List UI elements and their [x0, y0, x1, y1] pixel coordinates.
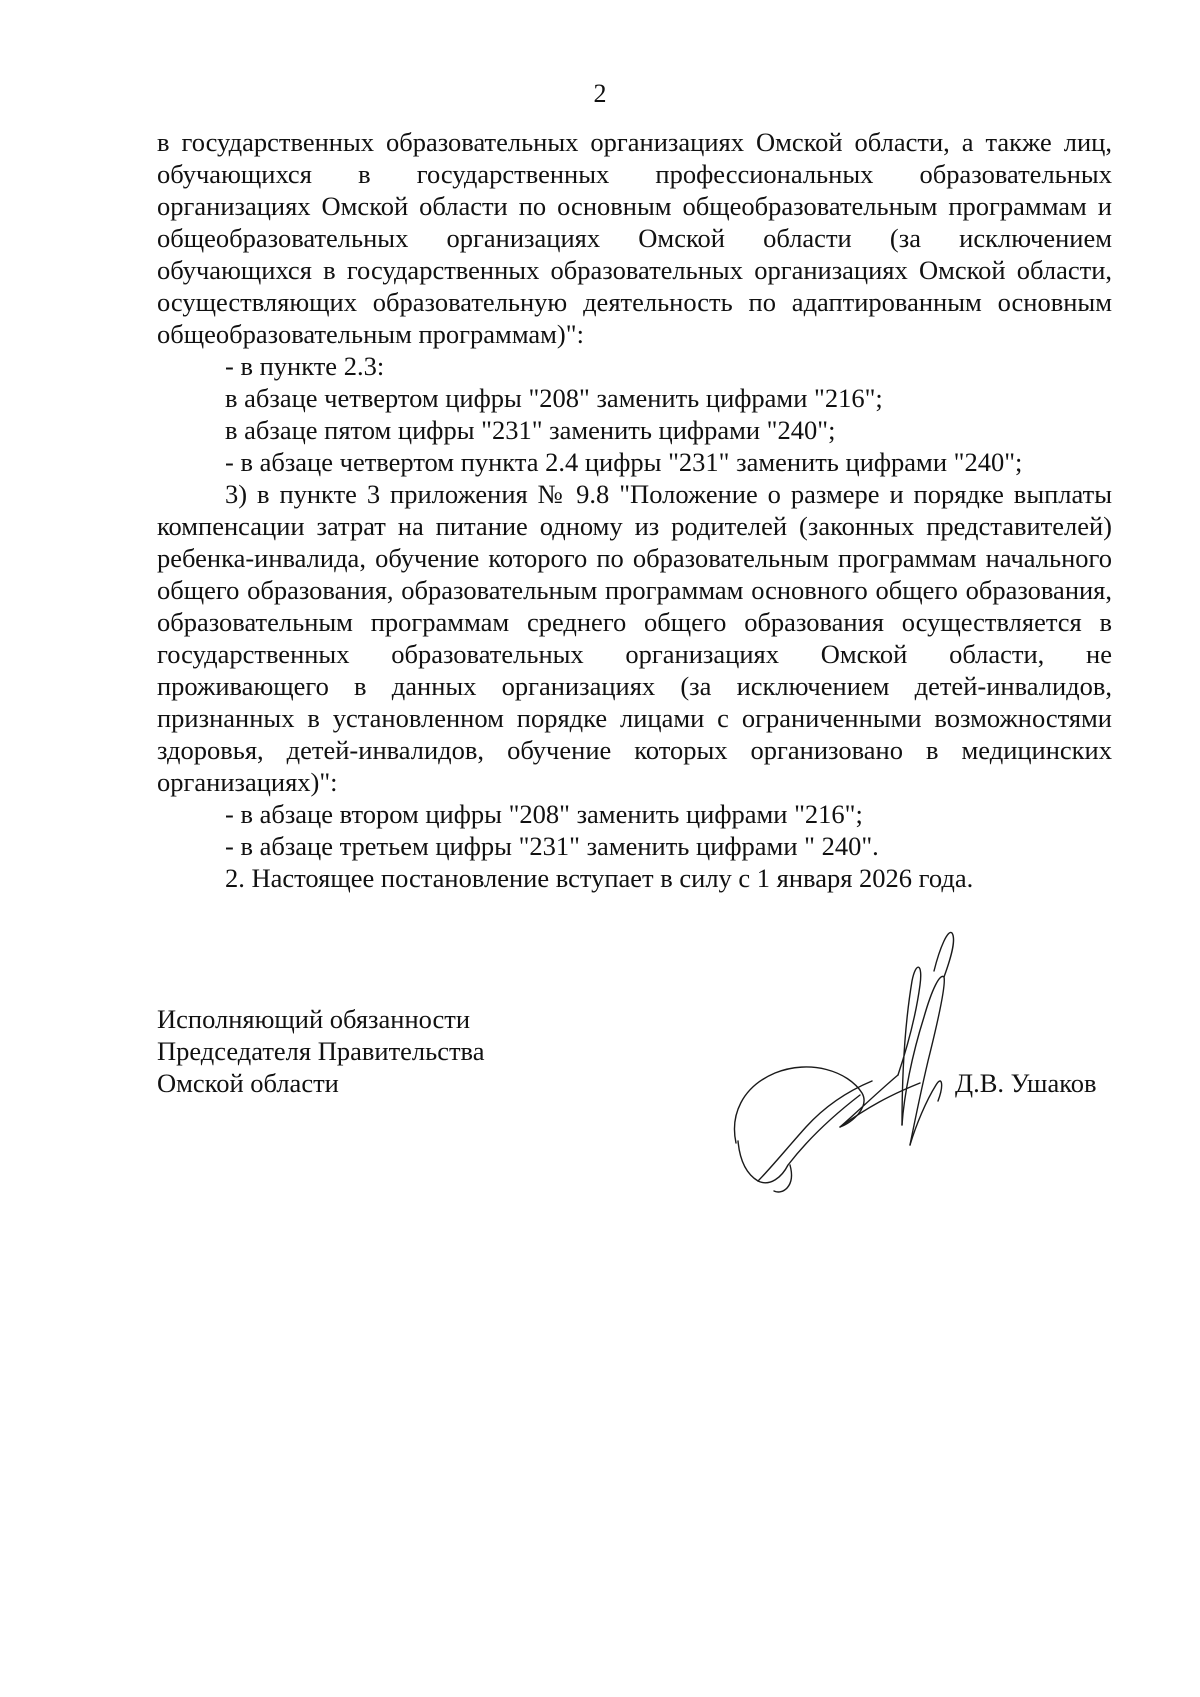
signatory-title — [157, 1003, 485, 1099]
paragraph-item-2-4: - в абзаце четвертом пункта 2.4 цифры "231" заменить цифрами "240"; — [225, 447, 1023, 477]
signatory-line: Омской области — [157, 1068, 339, 1098]
paragraph-abzac-2: - в абзаце втором цифры "208" заменить цифрами "216"; — [225, 799, 863, 829]
document-body — [157, 126, 1112, 894]
paragraph-abzac-3: - в абзаце третьем цифры "231" заменить цифрами " 240". — [225, 831, 879, 861]
signatory-line: Исполняющий обязанности — [157, 1004, 471, 1034]
signatory-line: Председателя Правительства — [157, 1036, 485, 1066]
paragraph-effective-date: 2. Настоящее постановление вступает в силу с 1 января 2026 года. — [225, 863, 974, 893]
paragraph-appendix-9-8: 3) в пункте 3 приложения № 9.8 "Положение о размере и порядке выплаты компенсации затрат на питание одному из родителей (законных представителей) ребенка-инвалида, обучение которого по образовательным программам начального общего образования, образовательным программам основного общего образования, образовательным программам среднего общего образования осуществляется в государственных образовательных организациях Омской области, не проживающего в данных организациях (за исключением детей-инвалидов, признанных в установленном порядке лицами с ограниченными возможностями здоровья, детей-инвалидов, обучение которых организовано в медицинских организациях)": — [157, 479, 1112, 797]
paragraph-abzac-4: в абзаце четвертом цифры "208" заменить цифрами "216"; — [225, 383, 883, 413]
paragraph-item-2-3: - в пункте 2.3: — [225, 351, 385, 381]
signer-name: Д.В. Ушаков — [955, 1068, 1097, 1098]
paragraph-abzac-5: в абзаце пятом цифры "231" заменить цифрами "240"; — [225, 415, 836, 445]
paragraph-continuation: в государственных образовательных организациях Омской области, а также лиц, обучающихся в государственных профессиональных образовательных организациях Омской области по основным общеобразовательным программам и общеобразовательных организациях Омской области (за исключением обучающихся в государственных образовательных организациях Омской области, осуществляющих образовательную деятельность по адаптированным основным общеобразовательным программам)": — [157, 127, 1112, 349]
handwritten-signature-icon — [730, 925, 970, 1195]
page-number: 2 — [593, 79, 607, 108]
